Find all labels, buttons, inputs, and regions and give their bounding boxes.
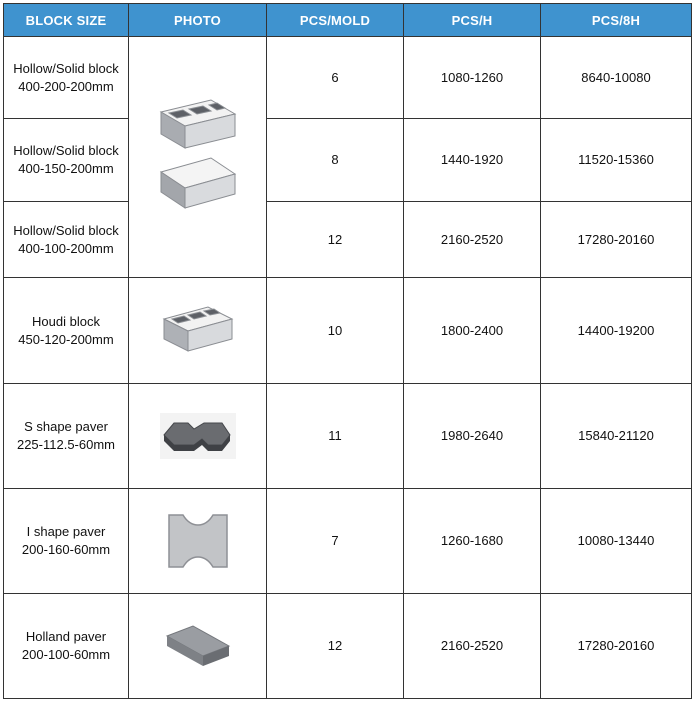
block-size-cell xyxy=(4,202,129,278)
table-row xyxy=(4,489,692,594)
block-size-cell xyxy=(4,278,129,384)
block-spec-table xyxy=(3,3,692,699)
pcs-8h-cell: 10080-13440 xyxy=(541,489,692,594)
table-row xyxy=(4,384,692,489)
block-dimensions: 200-160-60mm xyxy=(21,542,111,557)
hollow-and-solid-block-image xyxy=(153,92,243,222)
block-name: Hollow/Solid block xyxy=(13,60,119,76)
houdi-block-image xyxy=(158,301,238,361)
table-row xyxy=(4,119,692,202)
pcs-8h-cell: 8640-10080 xyxy=(541,37,692,119)
pcs-mold-cell: 11 xyxy=(267,384,404,489)
pcs-mold-cell: 10 xyxy=(267,278,404,384)
block-size-cell xyxy=(4,37,129,119)
pcs-8h-cell: 17280-20160 xyxy=(541,594,692,699)
block-dimensions: 450-120-200mm xyxy=(18,331,114,347)
pcs-h-cell: 1800-2400 xyxy=(404,278,541,384)
table-row xyxy=(4,278,692,384)
photo-cell xyxy=(129,594,267,699)
pcs-h-cell: 1260-1680 xyxy=(404,489,541,594)
block-name: Hollow/Solid block xyxy=(13,143,119,158)
header-block-size: BLOCK SIZE xyxy=(4,4,129,37)
pcs-h-cell: 1440-1920 xyxy=(404,119,541,202)
pcs-mold-cell: 8 xyxy=(267,119,404,202)
block-name: Houdi block xyxy=(32,313,100,329)
pcs-mold-cell: 7 xyxy=(267,489,404,594)
block-dimensions: 225-112.5-60mm xyxy=(16,437,116,452)
table-row xyxy=(4,202,692,278)
pcs-8h-cell: 14400-19200 xyxy=(541,278,692,384)
pcs-mold-cell: 12 xyxy=(267,594,404,699)
block-name: Holland paver xyxy=(25,629,107,644)
block-name: I shape paver xyxy=(26,524,106,539)
block-size-cell xyxy=(4,489,129,594)
pcs-mold-cell: 6 xyxy=(267,37,404,119)
table-row xyxy=(4,37,692,119)
block-dimensions: 400-100-200mm xyxy=(18,240,114,256)
header-pcs-h: PCS/H xyxy=(404,4,541,37)
pcs-mold-cell: 12 xyxy=(267,202,404,278)
header-pcs-mold: PCS/MOLD xyxy=(267,4,404,37)
pcs-h-cell: 1080-1260 xyxy=(404,37,541,119)
pcs-8h-cell: 17280-20160 xyxy=(541,202,692,278)
header-photo: PHOTO xyxy=(129,4,267,37)
block-dimensions: 200-100-60mm xyxy=(21,647,111,662)
s-shape-paver-image xyxy=(160,413,236,459)
block-size-cell xyxy=(4,594,129,699)
pcs-h-cell: 1980-2640 xyxy=(404,384,541,489)
block-dimensions: 400-150-200mm xyxy=(18,161,114,176)
photo-cell xyxy=(129,489,267,594)
photo-cell xyxy=(129,37,267,278)
block-dimensions: 400-200-200mm xyxy=(18,78,114,94)
photo-cell xyxy=(129,384,267,489)
pcs-8h-cell: 15840-21120 xyxy=(541,384,692,489)
holland-paver-image xyxy=(163,620,233,672)
header-row xyxy=(4,4,692,37)
pcs-h-cell: 2160-2520 xyxy=(404,202,541,278)
table-row xyxy=(4,594,692,699)
block-size-cell xyxy=(4,119,129,202)
pcs-h-cell: 2160-2520 xyxy=(404,594,541,699)
photo-cell xyxy=(129,278,267,384)
block-size-cell xyxy=(4,384,129,489)
pcs-8h-cell: 11520-15360 xyxy=(541,119,692,202)
block-name: S shape paver xyxy=(24,419,108,434)
header-pcs-8h: PCS/8H xyxy=(541,4,692,37)
i-shape-paver-image xyxy=(165,511,231,571)
block-name: Hollow/Solid block xyxy=(13,222,119,238)
